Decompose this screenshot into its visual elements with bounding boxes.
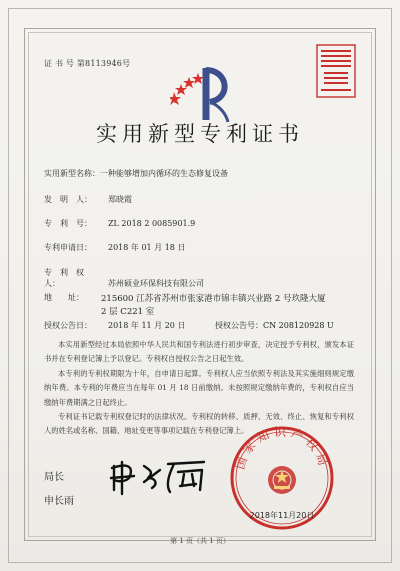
field-value: 苏州硕业环保科技有限公司: [108, 279, 204, 288]
verification-stamp-icon: [316, 44, 356, 98]
paragraph-2: 本专利的专利权期限为十年，自申请日起算。专利权人应当依照专利法及其实施细则规定缴纳年费。本专利的年费应当在每年 01 月 18 日前缴纳。未按照规定缴纳年费的，专利权自应当缴纳年费期满之日起终止。: [44, 369, 354, 407]
field-label: 授权公告日：: [44, 321, 92, 330]
address-line-1: 215600 江苏省苏州市张家港市锦丰镇兴业路 2 号玖隆大厦: [101, 294, 326, 304]
certificate-title: 实用新型专利证书: [96, 122, 304, 146]
field-utility-name: [44, 168, 356, 179]
director-name: 申长雨: [44, 496, 74, 507]
paragraph-1: 本实用新型经过本局依照中华人民共和国专利法进行初步审查，决定授予专利权，颁发本证书并在专利登记簿上予以登记。专利权自授权公告之日起生效。: [44, 340, 354, 364]
field-label: 实用新型名称：: [44, 169, 100, 178]
field-filing-date: [44, 242, 356, 253]
paragraph-3: 专利证书记载专利权登记时的法律状况。专利权的转移、质押、无效、终止、恢复和专利权人的姓名或名称、国籍、地址变更等事项记载在专利登记簿上。: [44, 412, 354, 436]
director-title: 局长: [44, 472, 64, 483]
field-value: 郑晓霞: [108, 195, 132, 204]
field-patent-number: [44, 218, 356, 229]
certificate-number: 证 书 号 第8113946号: [44, 59, 131, 68]
field-inventor: [44, 194, 356, 205]
seal-name-text: 国家知识产权局: [232, 424, 332, 472]
field-label: 专 利 权 人：: [44, 268, 92, 288]
field-value: 一种能够增加内循环的生态修复设备: [100, 169, 228, 178]
director-signature: [108, 456, 218, 496]
field-value: 2018 年 01 月 18 日: [108, 243, 186, 252]
seal-date-text: 2018年11月20日: [249, 511, 315, 520]
national-emblem-icon: [268, 466, 296, 494]
field-label: 专利申请日：: [44, 243, 92, 252]
field-grant-number: [215, 320, 334, 331]
field-value: 2018 年 11 月 20 日: [108, 321, 186, 330]
field-label: 地 址：: [44, 293, 84, 302]
address-line-2: 2 层 C221 室: [101, 307, 155, 317]
field-patentee: [44, 267, 356, 289]
page-number: 第 1 页（共 1 页）: [170, 537, 230, 545]
field-value: CN 208120928 U: [263, 321, 334, 330]
field-label: 发 明 人：: [44, 195, 92, 204]
field-label: 专 利 号：: [44, 219, 92, 228]
official-seal-icon: [228, 424, 336, 532]
field-value: ZL 2018 2 0085901.9: [108, 219, 196, 228]
field-label: 授权公告号：: [215, 321, 263, 330]
